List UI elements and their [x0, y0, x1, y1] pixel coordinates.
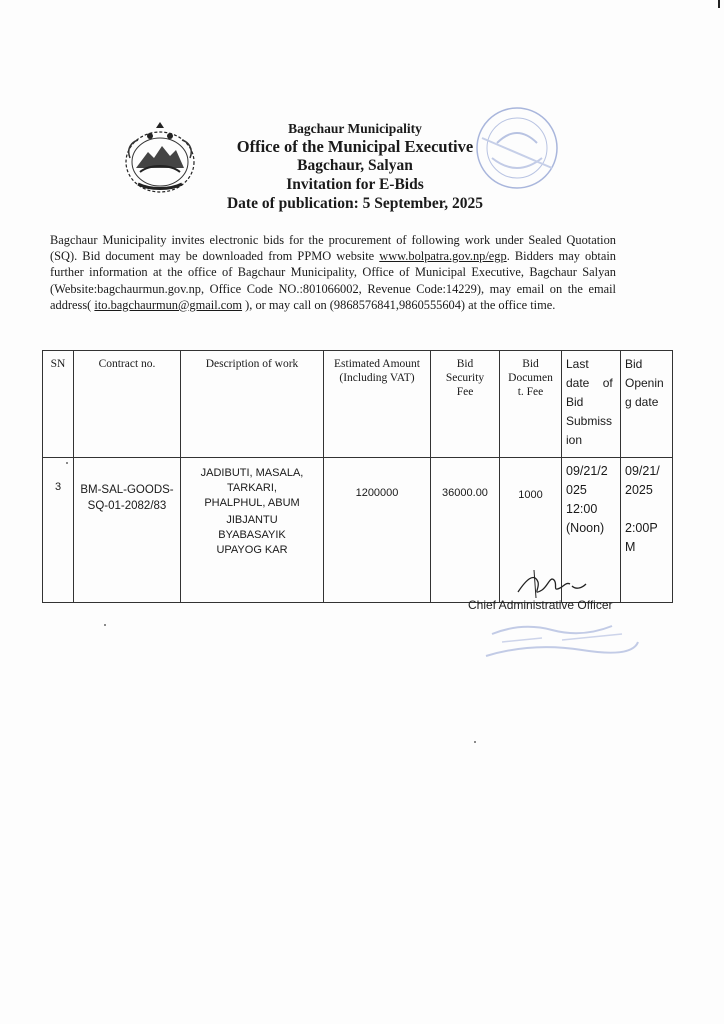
intro-paragraph: [50, 232, 616, 313]
opening-date-line: 2025: [625, 483, 653, 497]
last-date-line: 09/21/2: [566, 464, 608, 478]
header-bid-security: Bid Security Fee: [431, 351, 500, 458]
header-opening-date-line: g date: [625, 395, 659, 409]
intro-text-3: ), or may call on (9868576841,9860555604) at the office time.: [242, 297, 556, 312]
designation-stamp: [482, 612, 642, 668]
intro-text-2: . Bidders may obtain further information at the office of Bagchaur Municipality, Office of Municipal Executive, Bagchaur Salyan (Website:bagchaurmun.gov.np, Office Code NO.:801066002, Revenue Code:14229), may email on the email address(: [50, 249, 616, 312]
scan-speck: [66, 462, 68, 464]
cell-opening-date: [621, 458, 673, 603]
opening-date-line: [625, 500, 669, 519]
office-location: Bagchaur, Salyan: [297, 157, 413, 174]
scan-speck: [474, 741, 476, 743]
ppmo-website-link[interactable]: www.bolpatra.gov.np/egp: [379, 249, 507, 264]
header-sn: SN: [43, 351, 74, 458]
intro-text-1: Bagchaur Municipality invites electronic bids for the procurement of following work under Sealed Quotation (SQ). Bid document may be downloaded from PPMO website: [50, 233, 616, 264]
header-opening-date-line: Bid: [625, 357, 643, 371]
nepal-emblem-logo: [120, 118, 200, 198]
header-last-date-line: date of: [566, 376, 613, 390]
publication-date: Date of publication: 5 September, 2025: [226, 195, 484, 212]
email-link[interactable]: ito.bagchaurmun@gmail.com: [94, 297, 243, 312]
header-opening-date-line: Openin: [625, 376, 664, 390]
cell-contract-no: BM-SAL-GOODS-SQ-01-2082/83: [74, 458, 181, 603]
cell-sn: 3: [43, 458, 74, 603]
handwritten-signature: [512, 562, 592, 602]
last-date-line: 12:00: [566, 502, 598, 516]
last-date-line: (Noon): [566, 521, 605, 535]
table-header-row: [43, 351, 673, 458]
header-estimated-amount: Estimated Amount (Including VAT): [324, 351, 431, 458]
scan-edge-mark: [718, 0, 720, 8]
header-opening-date: [621, 351, 673, 458]
opening-date-line: M: [625, 540, 636, 554]
opening-date-line: 09/21/: [625, 464, 660, 478]
last-date-line: 025: [566, 483, 587, 497]
description-line: JADIBUTI, MASALA, TARKARI, PHALPHUL, ABUM: [200, 467, 304, 509]
header-last-date-line: Last: [566, 357, 589, 371]
cell-bid-security: 36000.00: [431, 458, 500, 603]
header-bid-document: Bid Documen t. Fee: [500, 351, 562, 458]
letterhead: [200, 120, 510, 214]
signatory-title: Chief Administrative Officer: [468, 598, 613, 612]
cell-description: [181, 458, 324, 603]
header-contract-no: Contract no.: [74, 351, 181, 458]
scan-speck: [104, 624, 106, 626]
header-last-date-line: Bid: [566, 395, 584, 409]
municipality-name: Bagchaur Municipality: [288, 121, 422, 136]
opening-date-line: 2:00P: [625, 521, 658, 535]
notice-title: Invitation for E-Bids: [286, 176, 424, 193]
header-description: Description of work: [181, 351, 324, 458]
cell-bid-document: 1000: [500, 458, 562, 603]
header-last-date-line: ion: [566, 433, 583, 447]
header-last-date: [562, 351, 621, 458]
description-line: JIBJANTU BYABASAYIK UPAYOG KAR: [216, 514, 288, 556]
cell-estimated-amount: 1200000: [324, 458, 431, 603]
office-name: Office of the Municipal Executive: [236, 137, 474, 156]
header-last-date-line: Submiss: [566, 414, 613, 428]
